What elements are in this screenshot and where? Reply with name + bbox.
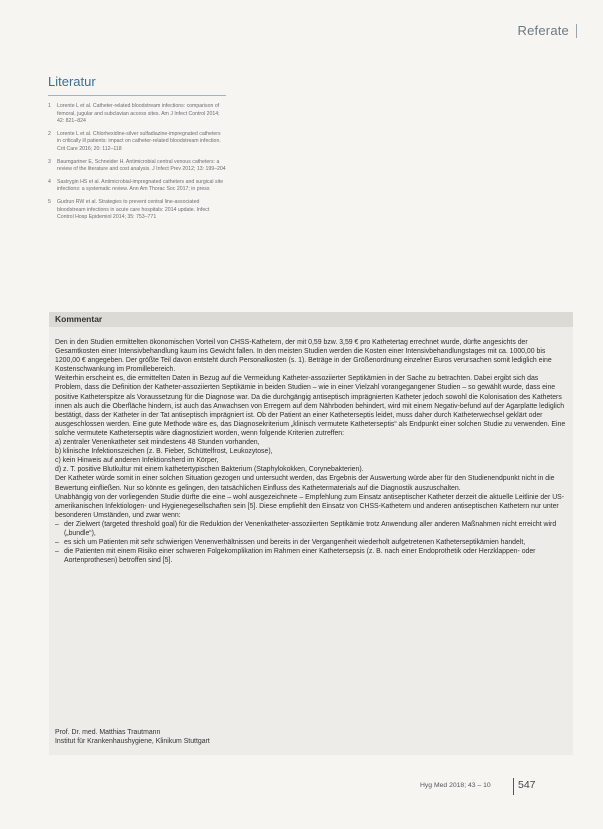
author-affiliation: Institut für Krankenhaushygiene, Klinikum Stuttgart [55,738,210,745]
section-label: Referate [517,23,569,38]
bullet-dash: – [55,548,59,556]
journal-citation: Hyg Med 2018; 43 – 10 [420,782,491,789]
commentary-header [49,312,573,327]
reference-item [48,131,226,154]
bullet-dash: – [55,539,59,547]
reference-number: 2 [48,130,51,137]
references-section [48,74,226,227]
commentary-paragraph: Der Katheter würde somit in einer solchen Situation gezogen und untersucht werden, das Ergebnis der Auswertung würde aber für den Studienendpunkt nicht in die Bewertung einfließen. Nur so könnte es gelingen, den tatsächlichen Einfluss des Kathetermaterials auf die Diagnostik auszuschalten. [55,475,555,492]
page-header [339,22,569,40]
footer-rule [513,778,514,795]
reference-text: Gudrun RW et al. Strategies to prevent central line-associated bloodstream infections in acute care hospitals: 2014 update. Infect Control Hosp Epidemiol 2014; 35: 753–771 [57,198,210,221]
bullet-text: es sich um Patienten mit sehr schwierigen Venenverhältnissen und bereits in der Vergangenheit wiederholt aufgetretenen Katheterseptikämien handelt, [64,539,526,547]
commentary-paragraph: Den in den Studien ermittelten ökonomischen Vorteil von CHSS-Kathetern, der mit 0,59 bzw. 3,59 € pro Kathetertag errechnet wurde, dürfte angesichts der Gesamtkosten einer Intensivbehandlung kaum ins Gewicht fallen. In den meisten Studien werden die Kosten einer Intensivbehandlungstages mit ca. 1000,00 bis 1200,00 € angegeben. Der größte Teil davon entsteht durch Personalkosten (s. 1). Beträge in der Größenordnung einzelner Euros verursachen somit lediglich eine Kostenschwankung im Promillebereich. [55,339,552,374]
bullet-text: die Patienten mit einem Risiko einer schweren Folgekomplikation im Rahmen einer Kathetersepsis (z. B. nach einer Endoprothetik oder Herzklappen- oder Aortenprothesen) betroffen sind [5]. [64,548,536,565]
bullet-text: der Zielwert (targeted threshold goal) für die Reduktion der Venenkatheter-assoziierten Septikämie trotz Anwendung aller anderen Maßnahmen nicht erreicht wird („bundle“), [64,520,557,537]
references-list [48,103,226,222]
commentary-box [49,312,573,755]
bullet-item [55,538,567,547]
reference-number: 1 [48,103,51,109]
reference-text: Baumgartner E, Schneider H. Antimicrobial central venous catheters: a review of the literature and cost analysis. J Infect Prev 2012; 13: 199–204 [57,158,226,173]
references-rule [48,95,226,96]
bullet-dash: – [55,520,59,528]
commentary-paragraph: Weiterhin erscheint es, die ermittelten Daten in Bezug auf die Vermeidung Katheter-assoziierter Septikämien in der Sache zu betrachten. Dabei ergibt sich das Problem, dass die Definition der Katheter-assoziierten Septikämie in beiden Studien – wie in einer Vielzahl vorangegangener Studien – so gewählt wurde, dass eine positive Katheterspitze als Voraussetzung für die Diagnose war. Da die durchgängig antiseptisch imprägnierten Katheter jedoch sowohl die Kolonisation des Katheters innen als auch die Oberfläche hindern, ist auch das Anwachsen von Erregern auf dem Nährboden behindert, wird mit einem Negativ-befund auf der Agarplatte lediglich bestätigt, dass der Katheter in der Tat antiseptisch imprägniert ist. Ob der Patient an einer Katheterseptis leidet, muss daher durch Katheterwechsel geklärt oder ausgeschlossen werden. Eine gute Methode wäre es, das Diagnosekriterium „klinisch vermutete Katheterseptis“ als Endpunkt einer solchen Studie zu verwenden. Eine solche vermutete Katheterseptis wäre diagnostiziert worden, wenn folgende Kriterien zutreffen: [55,375,566,437]
bullet-item [55,520,567,538]
reference-number: 4 [48,178,51,185]
reference-number: 5 [48,198,51,205]
commentary-body [55,338,567,565]
reference-item [48,199,226,222]
page-number: 547 [518,779,536,791]
reference-text: Sastrygin HS et al. Antimicrobial-impregnated catheters and surgical site infections: a systematic review. Ann Am Thorac Soc 2017; in press [57,178,224,193]
author-name: Prof. Dr. med. Matthias Trautmann [55,729,161,736]
commentary-title: Kommentar [55,314,103,324]
criteria-item: a) zentraler Venenkatheter seit mindestens 48 Stunden vorhanden, [55,439,260,447]
reference-item [48,179,226,194]
criteria-item: c) kein Hinweis auf anderen Infektionsherd im Körper, [55,457,219,465]
reference-text: Lorente L et al. Catheter-related bloodstream infections: comparison of femoral, jugular and subclavian access sites. Am J Infect Control 2014; 42: 821–824 [57,103,220,125]
reference-item [48,103,226,126]
criteria-item: d) z. T. positive Blutkultur mit einem kathetertypischen Bakterium (Staphylokokken, Corynebakterien). [55,466,364,474]
page-footer [420,776,570,796]
reference-number: 3 [48,158,51,165]
reference-item [48,159,226,174]
reference-text: Lorente L et al. Chlorhexidine-silver sulfadiazine-impregnated catheters in critically ill patients: impact on catheter-related bloodstream infection. Crit Care 2016; 20: 112–118 [57,130,221,152]
signature [55,728,210,746]
commentary-paragraph: Unabhängig von der vorliegenden Studie dürfte die eine – wohl ausgezeichnete – Empfehlung zum Einsatz antiseptischer Katheter derzeit die aktuelle Leitlinie der US-amerikanischen Infektiologen- und Hygienegesellschaften sein [5]. Diese empfiehlt den Einsatz von CHSS-Kathetern und anderen antiseptischen Kathetern nur unter besonderen Umständen, und zwar wenn: [55,493,565,519]
header-rule [576,24,577,38]
references-title: Literatur [48,74,96,89]
criteria-item: b) klinische Infektionszeichen (z. B. Fieber, Schüttelfrost, Leukozytose), [55,448,273,456]
bullet-item [55,547,567,565]
